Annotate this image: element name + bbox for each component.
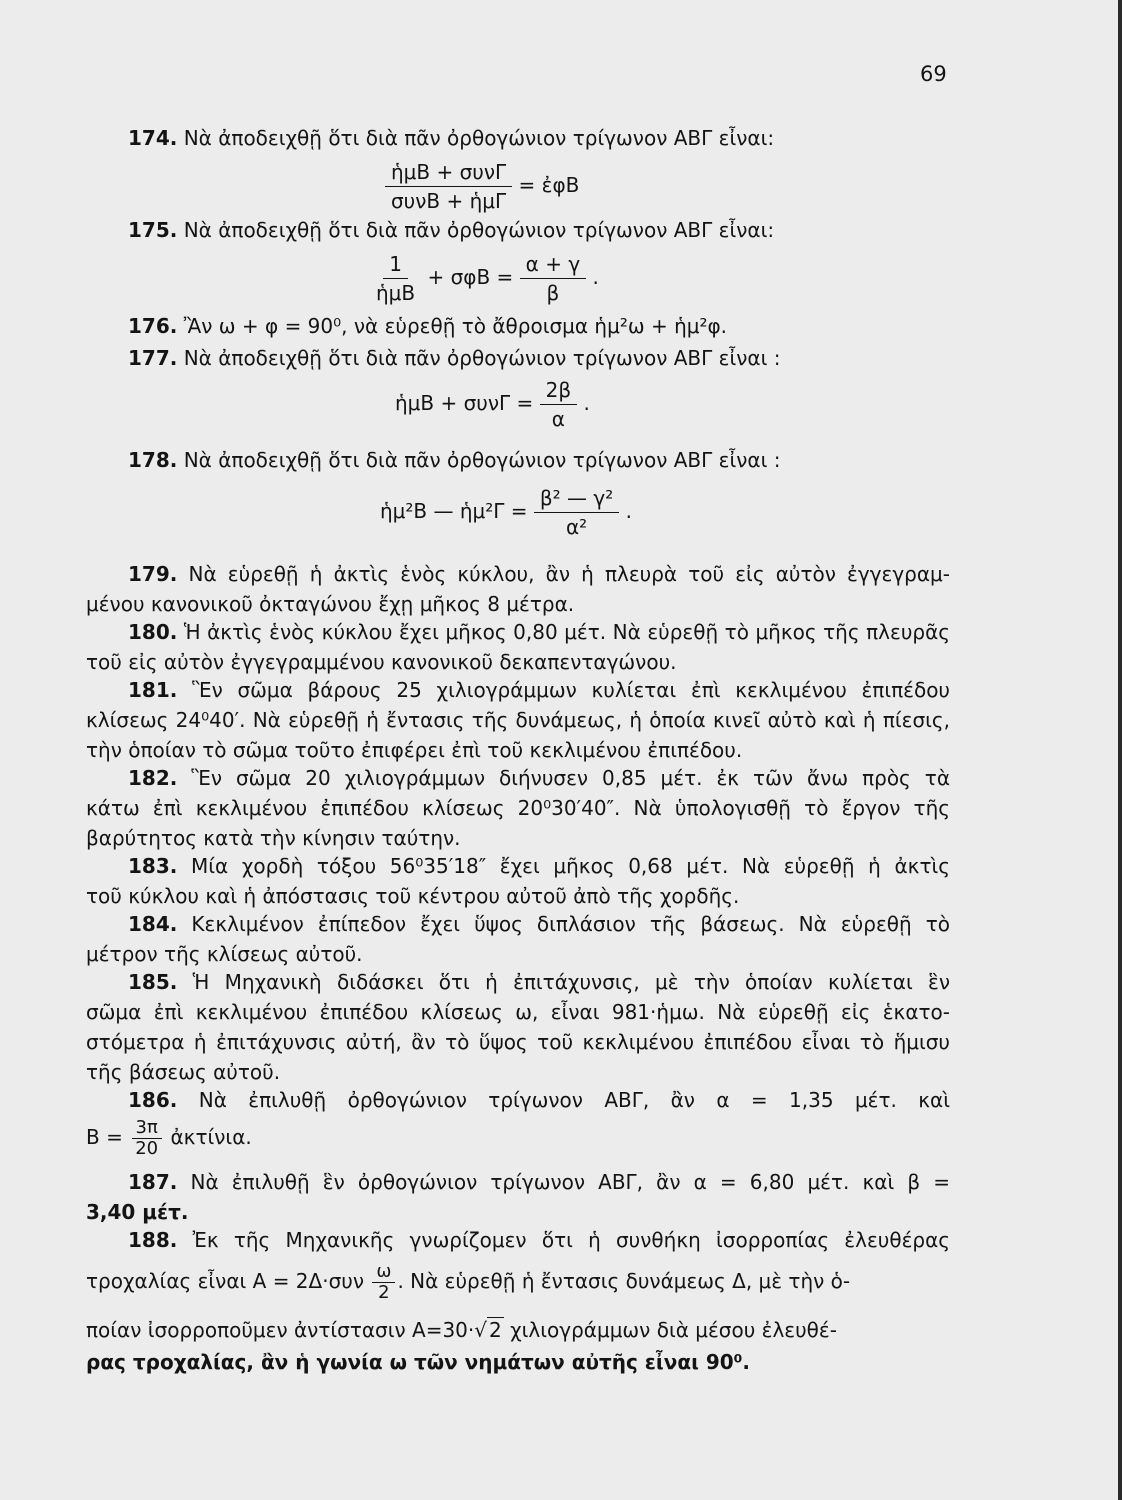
exercise-text: Νὰ ἐπιλυθῇ ὀρθογώνιον τρίγωνον ΑΒΓ, ἂν α = 1,35 μέτ. καὶ <box>198 1088 950 1112</box>
exercise-187-line2: 3,40 μέτ. <box>86 1200 189 1224</box>
fraction <box>372 1262 395 1303</box>
exercise-176 <box>128 308 727 344</box>
exercise-number: 188. <box>128 1228 178 1252</box>
exercise-number: 174. <box>128 126 178 150</box>
exercise-181-line2: κλίσεως 24⁰40′. Νὰ εὑρεθῇ ἡ ἔντασις τῆς δυνάμεως, ἡ ὁποία κινεῖ αὐτὸ καὶ ἡ πίεσις, <box>86 708 950 732</box>
fraction <box>520 252 587 305</box>
exercise-number: 185. <box>128 970 178 994</box>
exercise-188-line3 <box>86 1312 837 1348</box>
fraction <box>370 252 421 305</box>
formula-175 <box>370 252 599 305</box>
exercise-text: Νὰ ἐπιλυθῇ ἓν ὀρθογώνιον τρίγωνον ΑΒΓ, ἂν α = 6,80 μέτ. καὶ β = <box>190 1170 951 1194</box>
exercise-number: 177. <box>128 346 178 370</box>
exercise-text: Κεκλιμένον ἐπίπεδον ἔχει ὕψος διπλάσιον τῆς βάσεως. Νὰ εὑρεθῇ τὸ <box>191 912 950 936</box>
text-segment: χιλιογράμμων διὰ μέσου ἐλευθέ- <box>510 1318 837 1342</box>
exercise-text: Ἡ Μηχανικὴ διδάσκει ὅτι ἡ ἐπιτάχυνσις, μὲ τὴν ὁποίαν κυλίεται ἓν <box>192 970 951 994</box>
exercise-number: 182. <box>128 766 178 790</box>
exercise-text: Μία χορδὴ τόξου 56⁰35′18″ ἔχει μῆκος 0,68 μέτ. Νὰ εὑρεθῇ ἡ ἀκτὶς <box>191 854 951 878</box>
formula-178 <box>380 486 632 539</box>
exercise-number: 179. <box>128 562 178 586</box>
exercise-174 <box>128 120 774 156</box>
denominator: 2 <box>378 1282 390 1303</box>
exercise-text: Νὰ ἀποδειχθῇ ὅτι διὰ πᾶν ὀρθογώνιον τρίγωνον ΑΒΓ εἶναι: <box>183 218 775 242</box>
fraction <box>131 1118 162 1159</box>
exercise-text: Νὰ εὑρεθῇ ἡ ἀκτὶς ἑνὸς κύκλου, ἂν ἡ πλευρὰ τοῦ εἰς αὐτὸν ἐγγεγραμ- <box>188 562 951 586</box>
exercise-175 <box>128 212 774 248</box>
page-number: 69 <box>920 62 947 86</box>
exercise-188-line4: ρας τροχαλίας, ἂν ἡ γωνία ω τῶν νημάτων αὐτῆς εἶναι 90⁰. <box>86 1350 751 1374</box>
exercise-177 <box>128 340 780 376</box>
numerator: 2β <box>540 378 578 405</box>
denominator: α <box>551 407 565 431</box>
exercise-number: 187. <box>128 1170 178 1194</box>
exercise-187-line1 <box>128 1164 950 1200</box>
text-segment: ποίαν ἰσορροποῦμεν ἀντίστασιν Α=30·√ <box>86 1318 488 1342</box>
exercise-text: Ἂν ω + φ = 90⁰, νὰ εὑρεθῇ τὸ ἄθροισμα ἡμ²ω + ἡμ²φ. <box>183 314 728 338</box>
numerator: β² — γ² <box>534 486 619 513</box>
angle-unit: ἀκτίνια. <box>170 1125 252 1149</box>
angle-lhs: Β = <box>86 1125 123 1149</box>
fraction <box>534 486 619 539</box>
denominator: συνΒ + ἡμΓ <box>391 189 507 213</box>
exercise-186-line1 <box>128 1082 950 1118</box>
exercise-185-line4: τῆς βάσεως αὐτοῦ. <box>86 1060 281 1084</box>
formula-rhs: = ἐφΒ <box>518 173 580 197</box>
exercise-180-line2: τοῦ εἰς αὐτὸν ἐγγεγραμμένου κανονικοῦ δεκαπενταγώνου. <box>86 650 677 674</box>
exercise-181-line3: τὴν ὁποίαν τὸ σῶμα τοῦτο ἐπιφέρει ἐπὶ τοῦ κεκλιμένου ἐπιπέδου. <box>86 738 743 762</box>
exercise-number: 178. <box>128 448 178 472</box>
fraction <box>540 378 578 431</box>
exercise-text: Ἐκ τῆς Μηχανικῆς γνωρίζομεν ὅτι ἡ συνθήκη ἰσορροπίας ἐλευθέρας <box>192 1228 950 1252</box>
exercise-179-line2: μένου κανονικοῦ ὀκταγώνου ἔχῃ μῆκος 8 μέτρα. <box>86 592 575 616</box>
formula-end: . <box>625 499 632 523</box>
fraction <box>385 160 512 213</box>
numerator: 1 <box>383 252 408 279</box>
formula-middle: + σφΒ = <box>427 265 514 289</box>
exercise-text: Ἡ ἀκτὶς ἑνὸς κύκλου ἔχει μῆκος 0,80 μέτ. Νὰ εὑρεθῇ τὸ μῆκος τῆς πλευρᾶς <box>183 620 951 644</box>
exercise-182-line2: κάτω ἐπὶ κεκλιμένου ἐπιπέδου κλίσεως 20⁰30′40″. Νὰ ὑπολογισθῇ τὸ ἔργον τῆς <box>86 796 950 820</box>
formula-177 <box>395 378 590 431</box>
exercise-182-line3: βαρύτητος κατὰ τὴν κίνησιν ταύτην. <box>86 826 461 850</box>
text-segment: τροχαλίας εἶναι Α = 2Δ·συν <box>86 1269 364 1293</box>
exercise-183-line2: τοῦ κύκλου καὶ ἡ ἀπόστασις τοῦ κέντρου αὐτοῦ ἀπὸ τῆς χορδῆς. <box>86 884 740 908</box>
exercise-number: 183. <box>128 854 178 878</box>
exercise-188-line2 <box>86 1262 850 1303</box>
formula-end: . <box>592 265 599 289</box>
exercise-188-line1 <box>128 1222 950 1258</box>
exercise-text: Νὰ ἀποδειχθῇ ὅτι διὰ πᾶν ὀρθογώνιον τρίγωνον ΑΒΓ εἶναι : <box>183 346 781 370</box>
exercise-number: 176. <box>128 314 178 338</box>
denominator: α² <box>565 515 588 539</box>
exercise-number: 180. <box>128 620 178 644</box>
numerator: ω <box>372 1262 395 1283</box>
exercise-178 <box>128 442 780 478</box>
numerator: α + γ <box>520 252 587 279</box>
formula-lhs: ἡμΒ + συνΓ = <box>395 391 534 415</box>
formula-end: . <box>583 391 590 415</box>
exercise-text: Ἓν σῶμα 20 χιλιογράμμων διήνυσεν 0,85 μέτ. ἐκ τῶν ἄνω πρὸς τὰ <box>191 766 950 790</box>
exercise-186-line2 <box>86 1118 252 1159</box>
exercise-number: 175. <box>128 218 178 242</box>
text-segment: . Νὰ εὑρεθῇ ἡ ἔντασις δυνάμεως Δ, μὲ τὴν ὁ- <box>397 1269 851 1293</box>
exercise-text: Νὰ ἀποδειχθῇ ὅτι διὰ πᾶν ὀρθογώνιον τρίγωνον ΑΒΓ εἶναι: <box>183 126 775 150</box>
exercise-185-line2: σῶμα ἐπὶ κεκλιμένου ἐπιπέδου κλίσεως ω, εἶναι 981·ἡμω. Νὰ εὑρεθῇ εἰς ἑκατο- <box>86 1000 950 1024</box>
formula-lhs: ἡμ²Β — ἡμ²Γ = <box>380 499 528 523</box>
denominator: 20 <box>135 1138 159 1159</box>
exercise-185-line3: στόμετρα ἡ ἐπιτάχυνσις αὐτή, ἂν τὸ ὕψος τοῦ κεκλιμένου ἐπιπέδου εἶναι τὸ ἥμισυ <box>86 1030 950 1054</box>
exercise-text: Νὰ ἀποδειχθῇ ὅτι διὰ πᾶν ὀρθογώνιον τρίγωνον ΑΒΓ εἶναι : <box>183 448 781 472</box>
numerator: 3π <box>132 1118 162 1139</box>
numerator: ἡμΒ + συνΓ <box>385 160 512 187</box>
page-edge-shadow <box>1118 0 1122 1500</box>
formula-174 <box>385 160 579 213</box>
exercise-number: 181. <box>128 678 178 702</box>
exercise-text: Ἓν σῶμα βάρους 25 χιλιογράμμων κυλίεται ἐπὶ κεκλιμένου ἐπιπέδου <box>192 678 950 702</box>
exercise-number: 186. <box>128 1088 178 1112</box>
denominator: ἡμΒ <box>376 281 416 305</box>
denominator: β <box>546 281 560 305</box>
exercise-184-line2: μέτρον τῆς κλίσεως αὐτοῦ. <box>86 942 363 966</box>
exercise-number: 184. <box>128 912 178 936</box>
sqrt-argument: 2 <box>489 1318 502 1342</box>
